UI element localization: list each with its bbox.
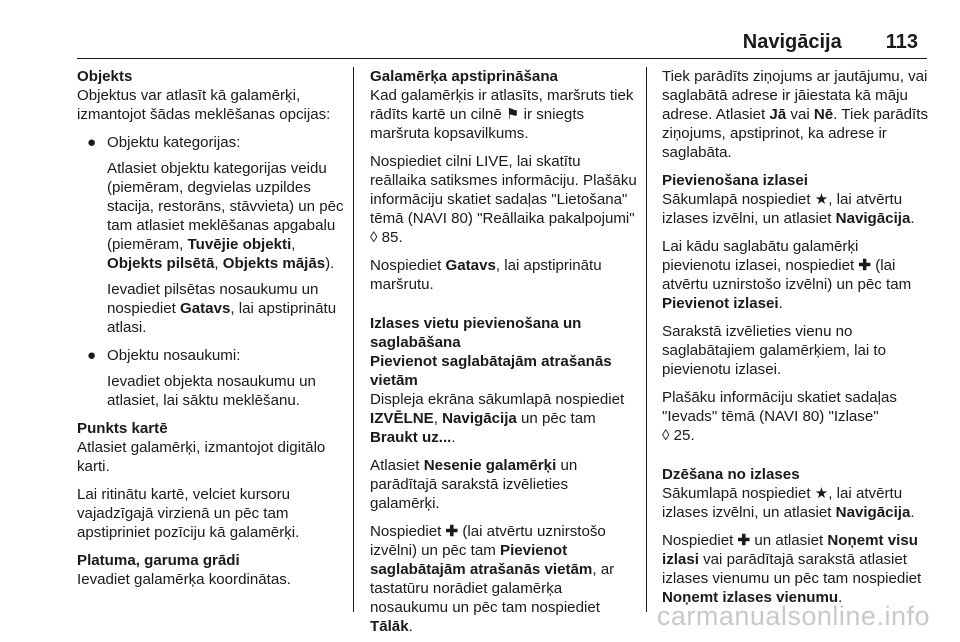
plus-icon: ✚ bbox=[445, 523, 459, 540]
page-number: 113 bbox=[885, 30, 918, 53]
list-item-title: Objektu nosaukumi: bbox=[107, 347, 241, 364]
list-item-text: Ievadiet objekta nosaukumu un atlasiet, lai sāktu meklēšanu. bbox=[107, 373, 316, 409]
text: un parādītajā sarakstā izvēlieties galamērķi. bbox=[370, 457, 578, 512]
flag-icon: ⚑ bbox=[505, 106, 520, 123]
section-heading-objects: Objekts bbox=[77, 68, 133, 85]
column-1 bbox=[77, 67, 345, 589]
text: Nospiediet bbox=[370, 257, 446, 274]
section-heading-map-point: Punkts kartē bbox=[77, 420, 168, 437]
column-divider bbox=[646, 67, 647, 612]
paragraph bbox=[370, 456, 640, 513]
text: ir sniegts maršruta kopsavilkums. bbox=[370, 106, 585, 142]
text: Kad galamērķis ir atlasīts, maršruts tiek rādīts kartē un cilnē bbox=[370, 87, 634, 123]
ui-term: Noņemt visu izlasi bbox=[662, 532, 918, 568]
text: (lai atvērtu uznirstošo izvēlni) un pēc tam bbox=[662, 257, 912, 293]
ui-term: Braukt uz... bbox=[370, 429, 452, 446]
text: un pēc tam bbox=[516, 410, 596, 427]
text: Atlasiet bbox=[370, 457, 424, 474]
paragraph bbox=[662, 531, 930, 607]
text: . bbox=[838, 589, 843, 606]
text: Sākumlapā nospiediet bbox=[662, 191, 815, 208]
paragraph bbox=[370, 256, 640, 294]
paragraph bbox=[370, 86, 640, 143]
ui-term: Navigācija bbox=[442, 410, 517, 427]
text: Atlasiet objektu kategorijas veidu (piemēram, degvielas uzpildes stacija, restorāns, stāvvieta) un pēc tam atlasiet meklēšanas apgabalu (piemēram, bbox=[107, 160, 344, 253]
ui-term: Pievienot izlasei bbox=[662, 295, 779, 312]
text: , lai atvērtu izlases izvēlni, un atlasiet bbox=[662, 191, 903, 227]
paragraph: Ievadiet galamērķa koordinātas. bbox=[77, 571, 291, 588]
paragraph bbox=[662, 67, 930, 162]
paragraph bbox=[662, 190, 930, 228]
list-item bbox=[77, 133, 345, 152]
text: . bbox=[778, 295, 783, 312]
text: Plašāku informāciju skatiet sadaļas "Ievads" tēmā (NAVI 80) "Izlase" bbox=[662, 389, 897, 425]
star-icon: ★ bbox=[814, 485, 829, 502]
text: , lai atvērtu izlases izvēlni, un atlasiet bbox=[662, 485, 903, 521]
list-item-text bbox=[77, 159, 345, 273]
text: , ar tastatūru norādiet galamērķa nosaukumu un pēc tam nospiediet bbox=[370, 561, 615, 616]
column-divider bbox=[353, 67, 354, 612]
paragraph bbox=[662, 388, 930, 445]
ui-term: Navigācija bbox=[835, 210, 911, 227]
list-item-title: Objektu kategorijas: bbox=[107, 134, 241, 151]
ui-term: Objekts mājās bbox=[222, 255, 326, 272]
text: Lai kādu saglabātu galamērķi pievienotu izlasei, nospiediet bbox=[662, 238, 859, 274]
ui-term: Jā bbox=[769, 106, 787, 123]
ui-term: Pievienot saglabātajām atrašanās vietām bbox=[370, 542, 593, 578]
text: 85. bbox=[377, 229, 403, 246]
page-title: Navigācija bbox=[742, 30, 842, 53]
text: vai bbox=[786, 106, 814, 123]
subsection-heading-add-saved: Pievienot saglabātajām atrašanās vietām bbox=[370, 353, 612, 389]
text: . bbox=[910, 504, 915, 521]
text: Displeja ekrāna sākumlapā nospiediet bbox=[370, 391, 625, 408]
ui-term: IZVĒLNE bbox=[370, 410, 434, 427]
page-reference-icon: ◊ bbox=[370, 229, 378, 246]
page-reference-icon: ◊ bbox=[662, 427, 670, 444]
ui-term: Nē bbox=[813, 106, 834, 123]
text: vai parādītajā sarakstā atlasiet izlases vienumu un pēc tam nospiediet bbox=[662, 551, 922, 587]
watermark: carmanualsonline.info bbox=[656, 601, 930, 631]
paragraph: Objektus var atlasīt kā galamērķi, izmantojot šādas meklēšanas opcijas: bbox=[77, 87, 331, 123]
bullet-icon: ● bbox=[87, 134, 97, 151]
paragraph bbox=[662, 237, 930, 313]
section-heading-delete-favourite: Dzēšana no izlases bbox=[662, 466, 800, 483]
header-divider bbox=[77, 58, 927, 59]
ui-term: Gatavs bbox=[445, 257, 496, 274]
text: . bbox=[910, 210, 915, 227]
star-icon: ★ bbox=[814, 191, 829, 208]
section-heading-coordinates: Platuma, garuma grādi bbox=[77, 552, 240, 569]
text: un atlasiet bbox=[750, 532, 828, 549]
column-3 bbox=[662, 67, 930, 607]
text: . bbox=[451, 429, 456, 446]
text: , lai apstiprinātu maršrutu. bbox=[370, 257, 602, 293]
plus-icon: ✚ bbox=[737, 532, 751, 549]
section-heading-confirm: Galamērķa apstiprināšana bbox=[370, 68, 558, 85]
ui-term: Noņemt izlases vienumu bbox=[662, 589, 839, 606]
text: , lai apstiprinātu atlasi. bbox=[107, 300, 337, 336]
text: . Tiek parādīts ziņojums, apstiprinot, ka adrese ir saglabāta. bbox=[662, 106, 928, 161]
text: Nospiediet bbox=[662, 532, 738, 549]
text: Ievadiet pilsētas nosaukumu un nospiediet bbox=[107, 281, 319, 317]
paragraph bbox=[662, 484, 930, 522]
ui-term: Objekts pilsētā bbox=[107, 255, 215, 272]
paragraph: Lai ritinātu kartē, velciet kursoru vajadzīgajā virzienā un pēc tam apstipriniet pozīciju kā galamērķi. bbox=[77, 486, 300, 541]
ui-term: Tuvējie objekti bbox=[187, 236, 292, 253]
text: (lai atvērtu uznirstošo izvēlni) un pēc tam bbox=[370, 523, 606, 559]
text: Nospiediet bbox=[370, 523, 446, 540]
column-2 bbox=[370, 67, 640, 636]
ui-term: Nesenie galamērķi bbox=[423, 457, 557, 474]
paragraph: Atlasiet galamērķi, izmantojot digitālo karti. bbox=[77, 439, 326, 475]
text: 25. bbox=[669, 427, 695, 444]
plus-icon: ✚ bbox=[858, 257, 872, 274]
text: Tiek parādīts ziņojums ar jautājumu, vai saglabātā adrese ir jāiestata kā māju adrese. Atlasiet bbox=[662, 68, 928, 123]
ui-term: Tālāk bbox=[370, 618, 409, 635]
text: Nospiediet cilni LIVE, lai skatītu reāllaika satiksmes informāciju. Plašāku informāciju skatiet sadaļas "Lietošana" tēmā (NAVI 80) "Reāllaika pakalpojumi" bbox=[370, 153, 637, 227]
paragraph bbox=[370, 152, 640, 247]
paragraph bbox=[370, 522, 640, 636]
ui-term: Navigācija bbox=[835, 504, 911, 521]
text: , bbox=[214, 255, 223, 272]
text: ). bbox=[325, 255, 335, 272]
text: , bbox=[433, 410, 443, 427]
section-heading-add-favourite: Pievienošana izlasei bbox=[662, 172, 808, 189]
paragraph bbox=[370, 390, 640, 447]
text: , bbox=[291, 236, 296, 253]
bullet-icon: ● bbox=[87, 347, 97, 364]
list-item-text bbox=[77, 280, 345, 337]
text: . bbox=[408, 618, 413, 635]
page-header bbox=[698, 26, 918, 58]
ui-term: Gatavs bbox=[180, 300, 231, 317]
text: Sākumlapā nospiediet bbox=[662, 485, 815, 502]
section-heading-favourites: Izlases vietu pievienošana un saglabāšana bbox=[370, 315, 582, 351]
list-item bbox=[77, 346, 345, 365]
paragraph: Sarakstā izvēlieties vienu no saglabātajiem galamērķiem, lai to pievienotu izlasei. bbox=[662, 323, 886, 378]
